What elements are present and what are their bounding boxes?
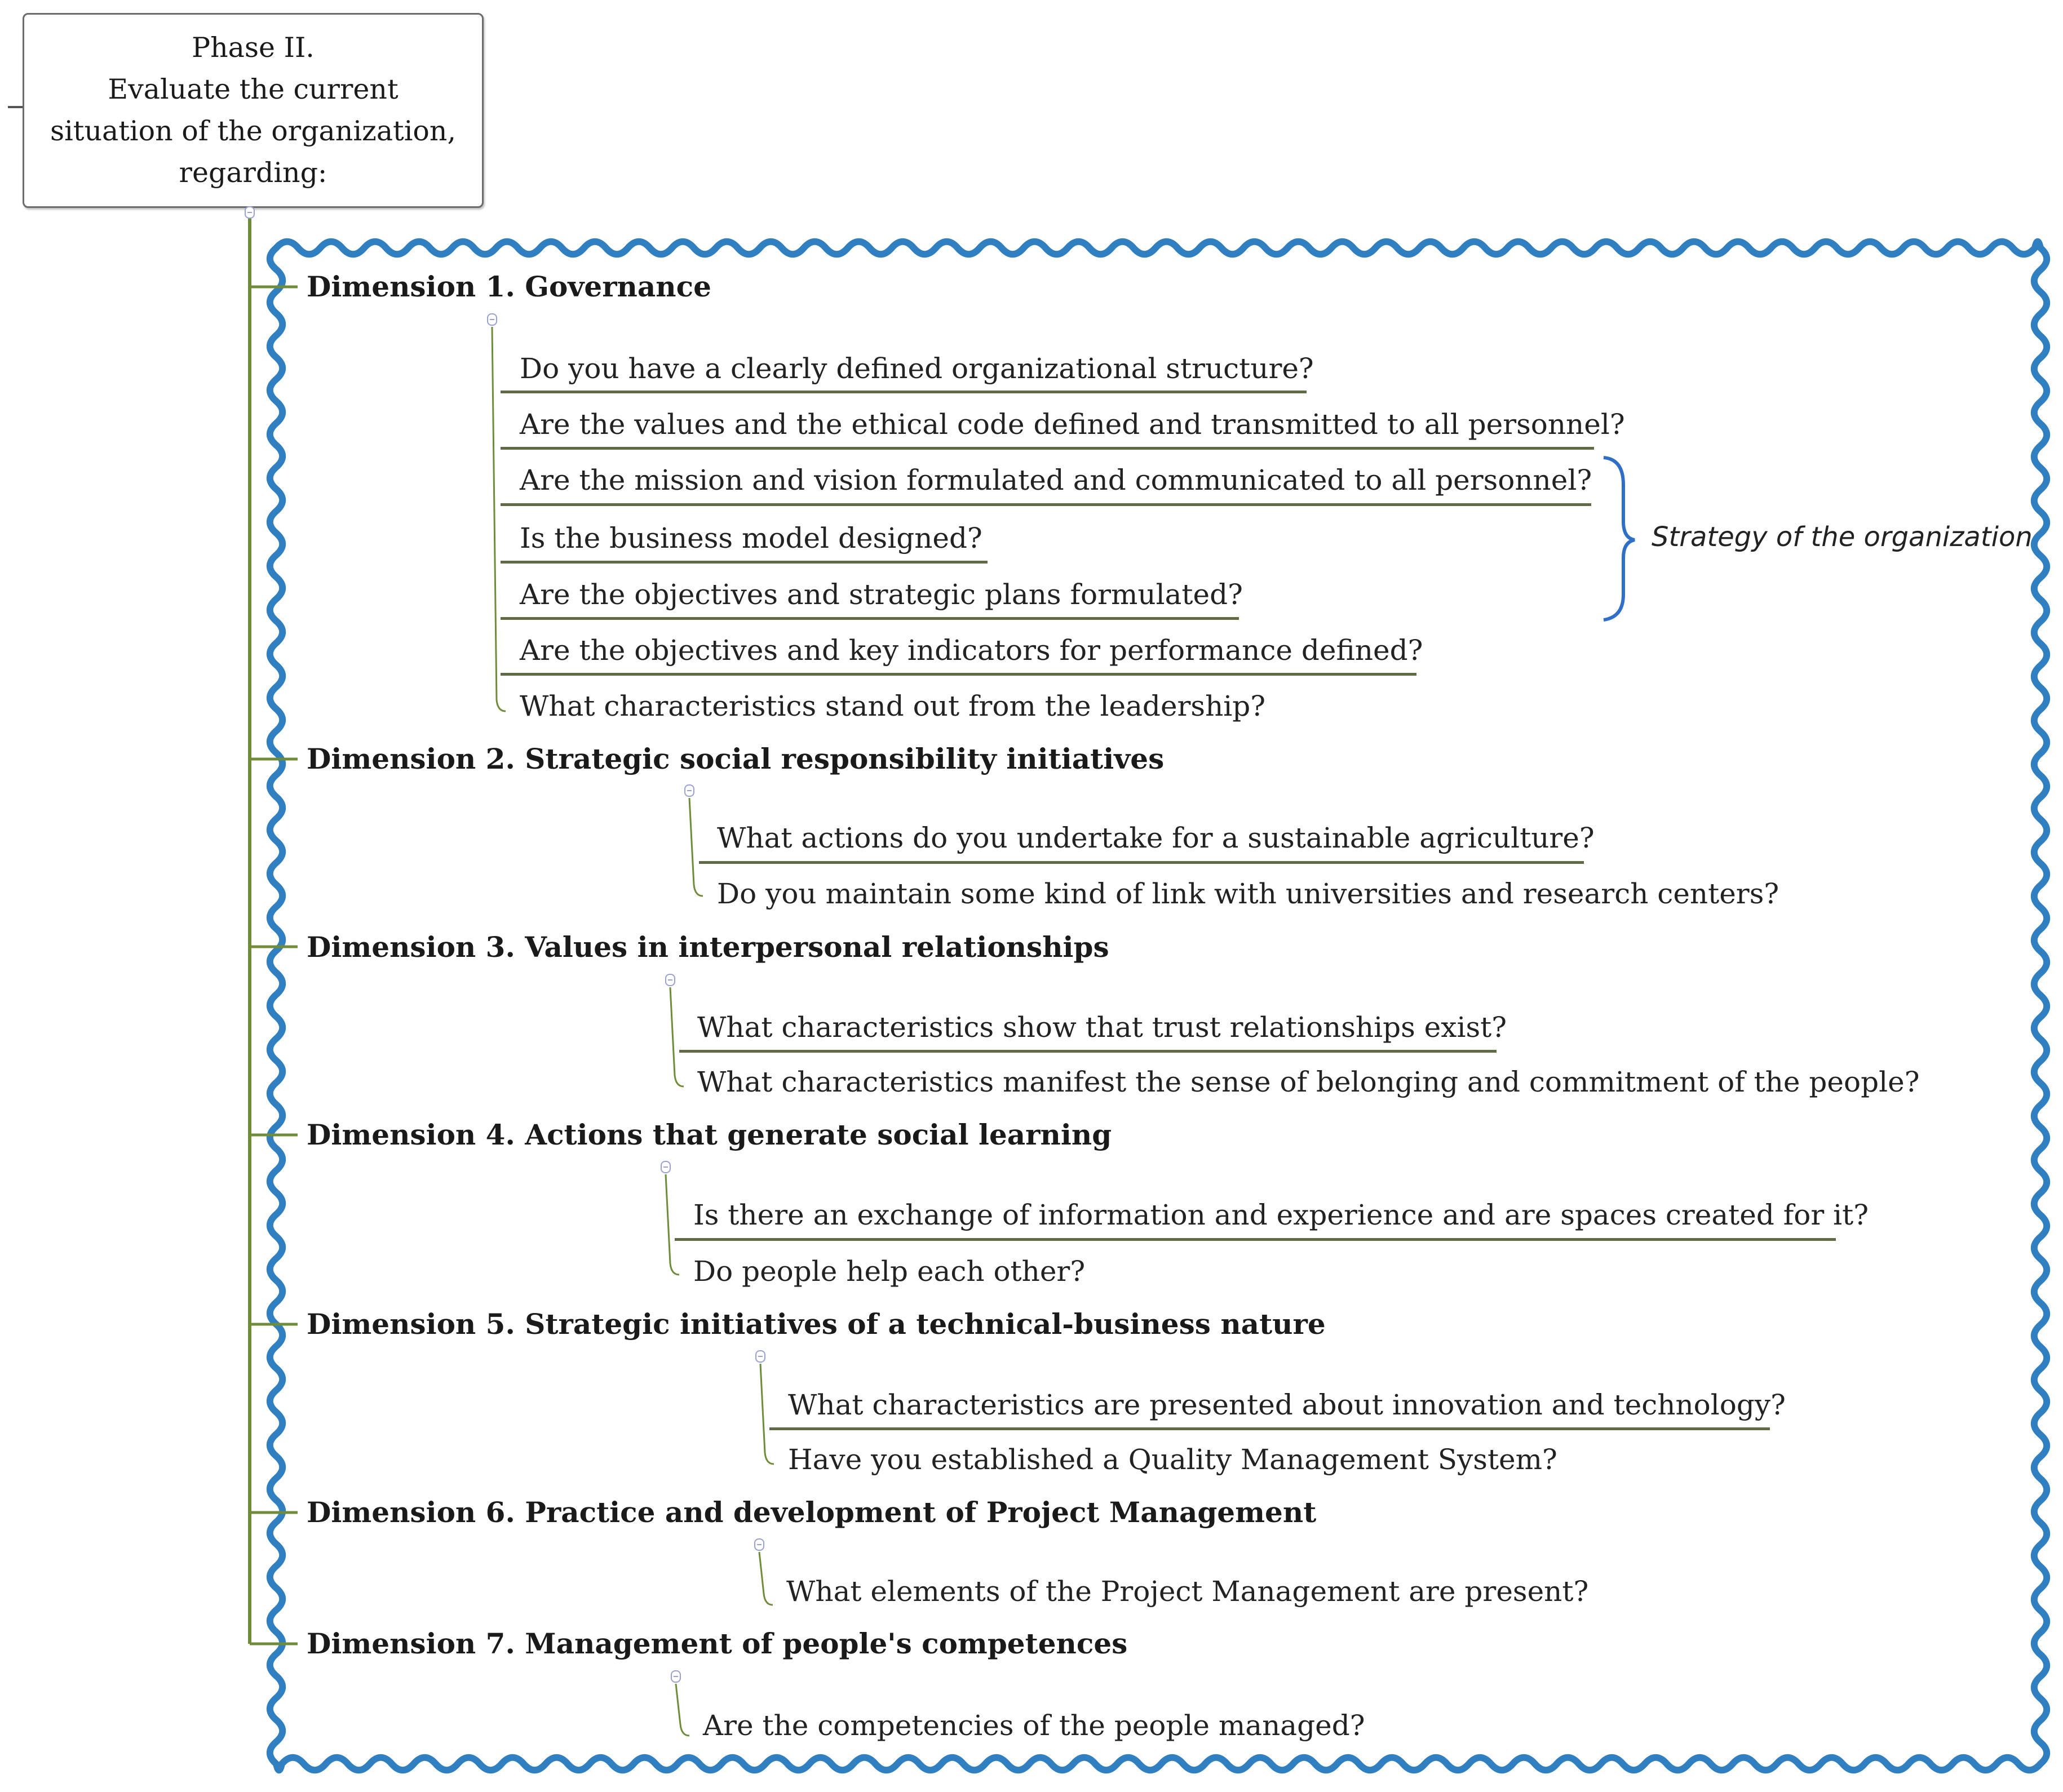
question-d1-q6[interactable]: Are the objectives and key indicators for performance defined? [520,634,1423,667]
dimension-4-title[interactable]: Dimension 4. Actions that generate social learning [307,1118,1112,1151]
question-d2-q1[interactable]: What actions do you undertake for a sustainable agriculture? [717,822,1595,854]
root-line-2: Evaluate the current [108,73,399,105]
question-d3-q1[interactable]: What characteristics show that trust relationships exist? [697,1011,1507,1044]
strategy-annotation-label: Strategy of the organization [1652,521,2033,553]
dimension-5-title[interactable]: Dimension 5. Strategic initiatives of a technical-business nature [307,1307,1326,1341]
underline [699,861,1584,864]
root-line-1: Phase II. [192,32,315,64]
collapse-toggle-icon[interactable] [684,784,694,797]
underline [501,673,1416,676]
question-d1-q3[interactable]: Are the mission and vision formulated and communicated to all personnel? [520,464,1592,496]
strategy-bracket-icon [1604,458,1635,620]
question-d5-q1[interactable]: What characteristics are presented about innovation and technology? [788,1389,1786,1421]
question-d5-q2[interactable]: Have you established a Quality Management System? [788,1443,1557,1476]
collapse-toggle-icon[interactable] [755,1350,765,1363]
question-d1-q1[interactable]: Do you have a clearly defined organizational structure? [520,352,1314,385]
question-d1-q2[interactable]: Are the values and the ethical code defined and transmitted to all personnel? [520,408,1625,441]
question-d4-q1[interactable]: Is there an exchange of information and experience and are spaces created for it? [693,1199,1869,1231]
collapse-toggle-icon[interactable] [671,1670,681,1683]
dimension-3-title[interactable]: Dimension 3. Values in interpersonal relationships [307,930,1109,964]
underline [675,1238,1836,1241]
question-d1-q5[interactable]: Are the objectives and strategic plans formulated? [520,578,1243,611]
root-node-phase-ii[interactable] [23,13,484,208]
question-d1-q7[interactable]: What characteristics stand out from the leadership? [520,690,1266,722]
underline [501,617,1239,620]
question-d2-q2[interactable]: Do you maintain some kind of link with universities and research centers? [717,877,1779,910]
root-line-3: situation of the organization, [50,115,457,147]
question-d7-q1[interactable]: Are the competencies of the people managed? [703,1709,1365,1742]
collapse-toggle-icon[interactable] [245,206,255,219]
underline [679,1050,1497,1053]
collapse-toggle-icon[interactable] [754,1538,764,1551]
dimension-7-title[interactable]: Dimension 7. Management of people's competences [307,1627,1128,1660]
question-d4-q2[interactable]: Do people help each other? [693,1255,1086,1288]
dimension-1-title[interactable]: Dimension 1. Governance [307,270,711,303]
underline [501,447,1594,450]
underline [769,1427,1770,1430]
dimension-2-title[interactable]: Dimension 2. Strategic social responsibility initiatives [307,742,1165,775]
collapse-toggle-icon[interactable] [661,1161,671,1173]
question-d1-q4[interactable]: Is the business model designed? [520,522,982,555]
underline [501,391,1307,393]
question-d3-q2[interactable]: What characteristics manifest the sense of belonging and commitment of the people? [697,1066,1920,1098]
root-line-4: regarding: [179,157,327,189]
underline [501,561,988,564]
question-d6-q1[interactable]: What elements of the Project Management are present? [786,1575,1589,1608]
collapse-toggle-icon[interactable] [487,313,497,326]
dimension-6-title[interactable]: Dimension 6. Practice and development of Project Management [307,1496,1317,1529]
underline [501,503,1591,506]
collapse-toggle-icon[interactable] [665,974,675,986]
